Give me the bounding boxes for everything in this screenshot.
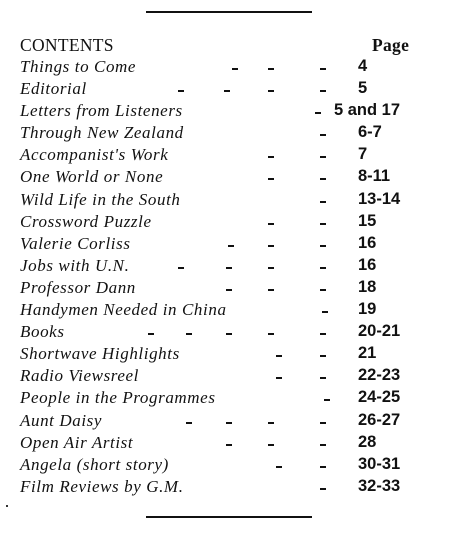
leader-dash [226, 267, 232, 269]
contents-heading: CONTENTS [20, 35, 114, 55]
toc-entry-page: 16 [358, 233, 377, 252]
contents-header [20, 35, 430, 57]
leader-dash [320, 333, 326, 335]
toc-entry-title: Accompanist's Work [20, 145, 169, 165]
toc-entry-page: 21 [358, 344, 377, 363]
toc-entry [0, 477, 454, 499]
toc-entry-page: 5 [358, 79, 368, 98]
leader-dash [320, 134, 326, 136]
toc-entry-title: Letters from Listeners [20, 101, 183, 121]
toc-entry-page: 6-7 [358, 123, 382, 142]
leader-dash [268, 156, 274, 158]
toc-entry [0, 433, 454, 455]
leader-dash [320, 355, 326, 357]
leader-dash [320, 245, 326, 247]
toc-entry-title: Crossword Puzzle [20, 211, 152, 231]
toc-entry-title: Wild Life in the South [20, 189, 181, 209]
leader-dash [178, 267, 184, 269]
top-rule [146, 11, 312, 13]
leader-dash [320, 422, 326, 424]
toc-entry [0, 123, 454, 145]
toc-entry-title: Open Air Artist [20, 432, 134, 452]
toc-entry [0, 256, 454, 278]
toc-entry [0, 79, 454, 101]
toc-entry-title: Through New Zealand [20, 123, 184, 143]
toc-entry [0, 455, 454, 477]
leader-dash [320, 156, 326, 158]
toc-entry-title: Jobs with U.N. [20, 255, 130, 275]
toc-entry-title: Handymen Needed in China [20, 300, 227, 320]
leader-dash [276, 355, 282, 357]
toc-entry-page: 15 [358, 211, 377, 230]
toc-entry-title: Radio Viewsreel [20, 366, 140, 386]
leader-dash [268, 333, 274, 335]
toc-entry-page: 19 [358, 300, 377, 319]
leader-dash [226, 444, 232, 446]
toc-entry-page: 24-25 [358, 388, 401, 407]
page-column-heading: Page [372, 35, 410, 55]
toc-entry-page: 20-21 [358, 322, 401, 341]
leader-dash [320, 68, 326, 70]
toc-entry-title: Shortwave Highlights [20, 344, 180, 364]
toc-entry-page: 5 and 17 [334, 101, 401, 120]
leader-dash [226, 333, 232, 335]
leader-dash [324, 399, 330, 401]
toc-entry [0, 300, 454, 322]
bottom-rule [146, 516, 312, 518]
leader-dash [320, 289, 326, 291]
table-of-contents [0, 57, 454, 499]
toc-entry [0, 101, 454, 123]
leader-dash [315, 112, 321, 114]
toc-entry [0, 145, 454, 167]
toc-entry-page: 16 [358, 255, 377, 274]
leader-dash [178, 90, 184, 92]
leader-dash [268, 289, 274, 291]
leader-dash [268, 245, 274, 247]
leader-dash [320, 377, 326, 379]
toc-entry-title: People in the Programmes [20, 388, 216, 408]
toc-entry-title: Valerie Corliss [20, 233, 131, 253]
toc-entry-page: 22-23 [358, 366, 401, 385]
toc-entry-page: 13-14 [358, 189, 401, 208]
leader-dash [320, 201, 326, 203]
leader-dash [276, 466, 282, 468]
toc-entry-title: Angela (short story) [20, 454, 169, 474]
toc-entry [0, 278, 454, 300]
toc-entry [0, 212, 454, 234]
toc-entry-title: Editorial [20, 79, 87, 99]
toc-entry-page: 30-31 [358, 454, 401, 473]
toc-entry [0, 344, 454, 366]
toc-entry [0, 57, 454, 79]
toc-entry-page: 32-33 [358, 476, 401, 495]
leader-dash [268, 178, 274, 180]
toc-entry-page: 4 [358, 57, 368, 75]
toc-entry [0, 411, 454, 433]
toc-entry-title: Professor Dann [20, 277, 136, 297]
leader-dash [320, 223, 326, 225]
toc-entry [0, 322, 454, 344]
leader-dash [186, 333, 192, 335]
toc-entry [0, 388, 454, 410]
leader-dash [226, 289, 232, 291]
print-speck [6, 505, 8, 507]
leader-dash [320, 178, 326, 180]
leader-dash [148, 333, 154, 335]
toc-entry-title: One World or None [20, 167, 164, 187]
leader-dash [228, 245, 234, 247]
toc-entry-title: Things to Come [20, 57, 137, 76]
toc-entry-page: 26-27 [358, 410, 401, 429]
toc-entry-page: 18 [358, 277, 377, 296]
leader-dash [226, 422, 232, 424]
leader-dash [268, 223, 274, 225]
leader-dash [268, 444, 274, 446]
toc-entry [0, 190, 454, 212]
leader-dash [268, 68, 274, 70]
toc-entry-page: 8-11 [358, 167, 391, 186]
leader-dash [320, 90, 326, 92]
leader-dash [320, 267, 326, 269]
toc-entry-page: 28 [358, 432, 377, 451]
toc-entry [0, 234, 454, 256]
leader-dash [268, 267, 274, 269]
leader-dash [276, 377, 282, 379]
leader-dash [322, 311, 328, 313]
leader-dash [268, 422, 274, 424]
leader-dash [232, 68, 238, 70]
toc-entry-title: Aunt Daisy [20, 410, 103, 430]
leader-dash [186, 422, 192, 424]
toc-entry-page: 7 [358, 145, 368, 164]
leader-dash [320, 444, 326, 446]
leader-dash [268, 90, 274, 92]
leader-dash [224, 90, 230, 92]
toc-entry [0, 366, 454, 388]
toc-entry-title: Film Reviews by G.M. [20, 476, 184, 496]
leader-dash [320, 488, 326, 490]
toc-entry [0, 167, 454, 189]
toc-entry-title: Books [20, 322, 65, 342]
leader-dash [320, 466, 326, 468]
